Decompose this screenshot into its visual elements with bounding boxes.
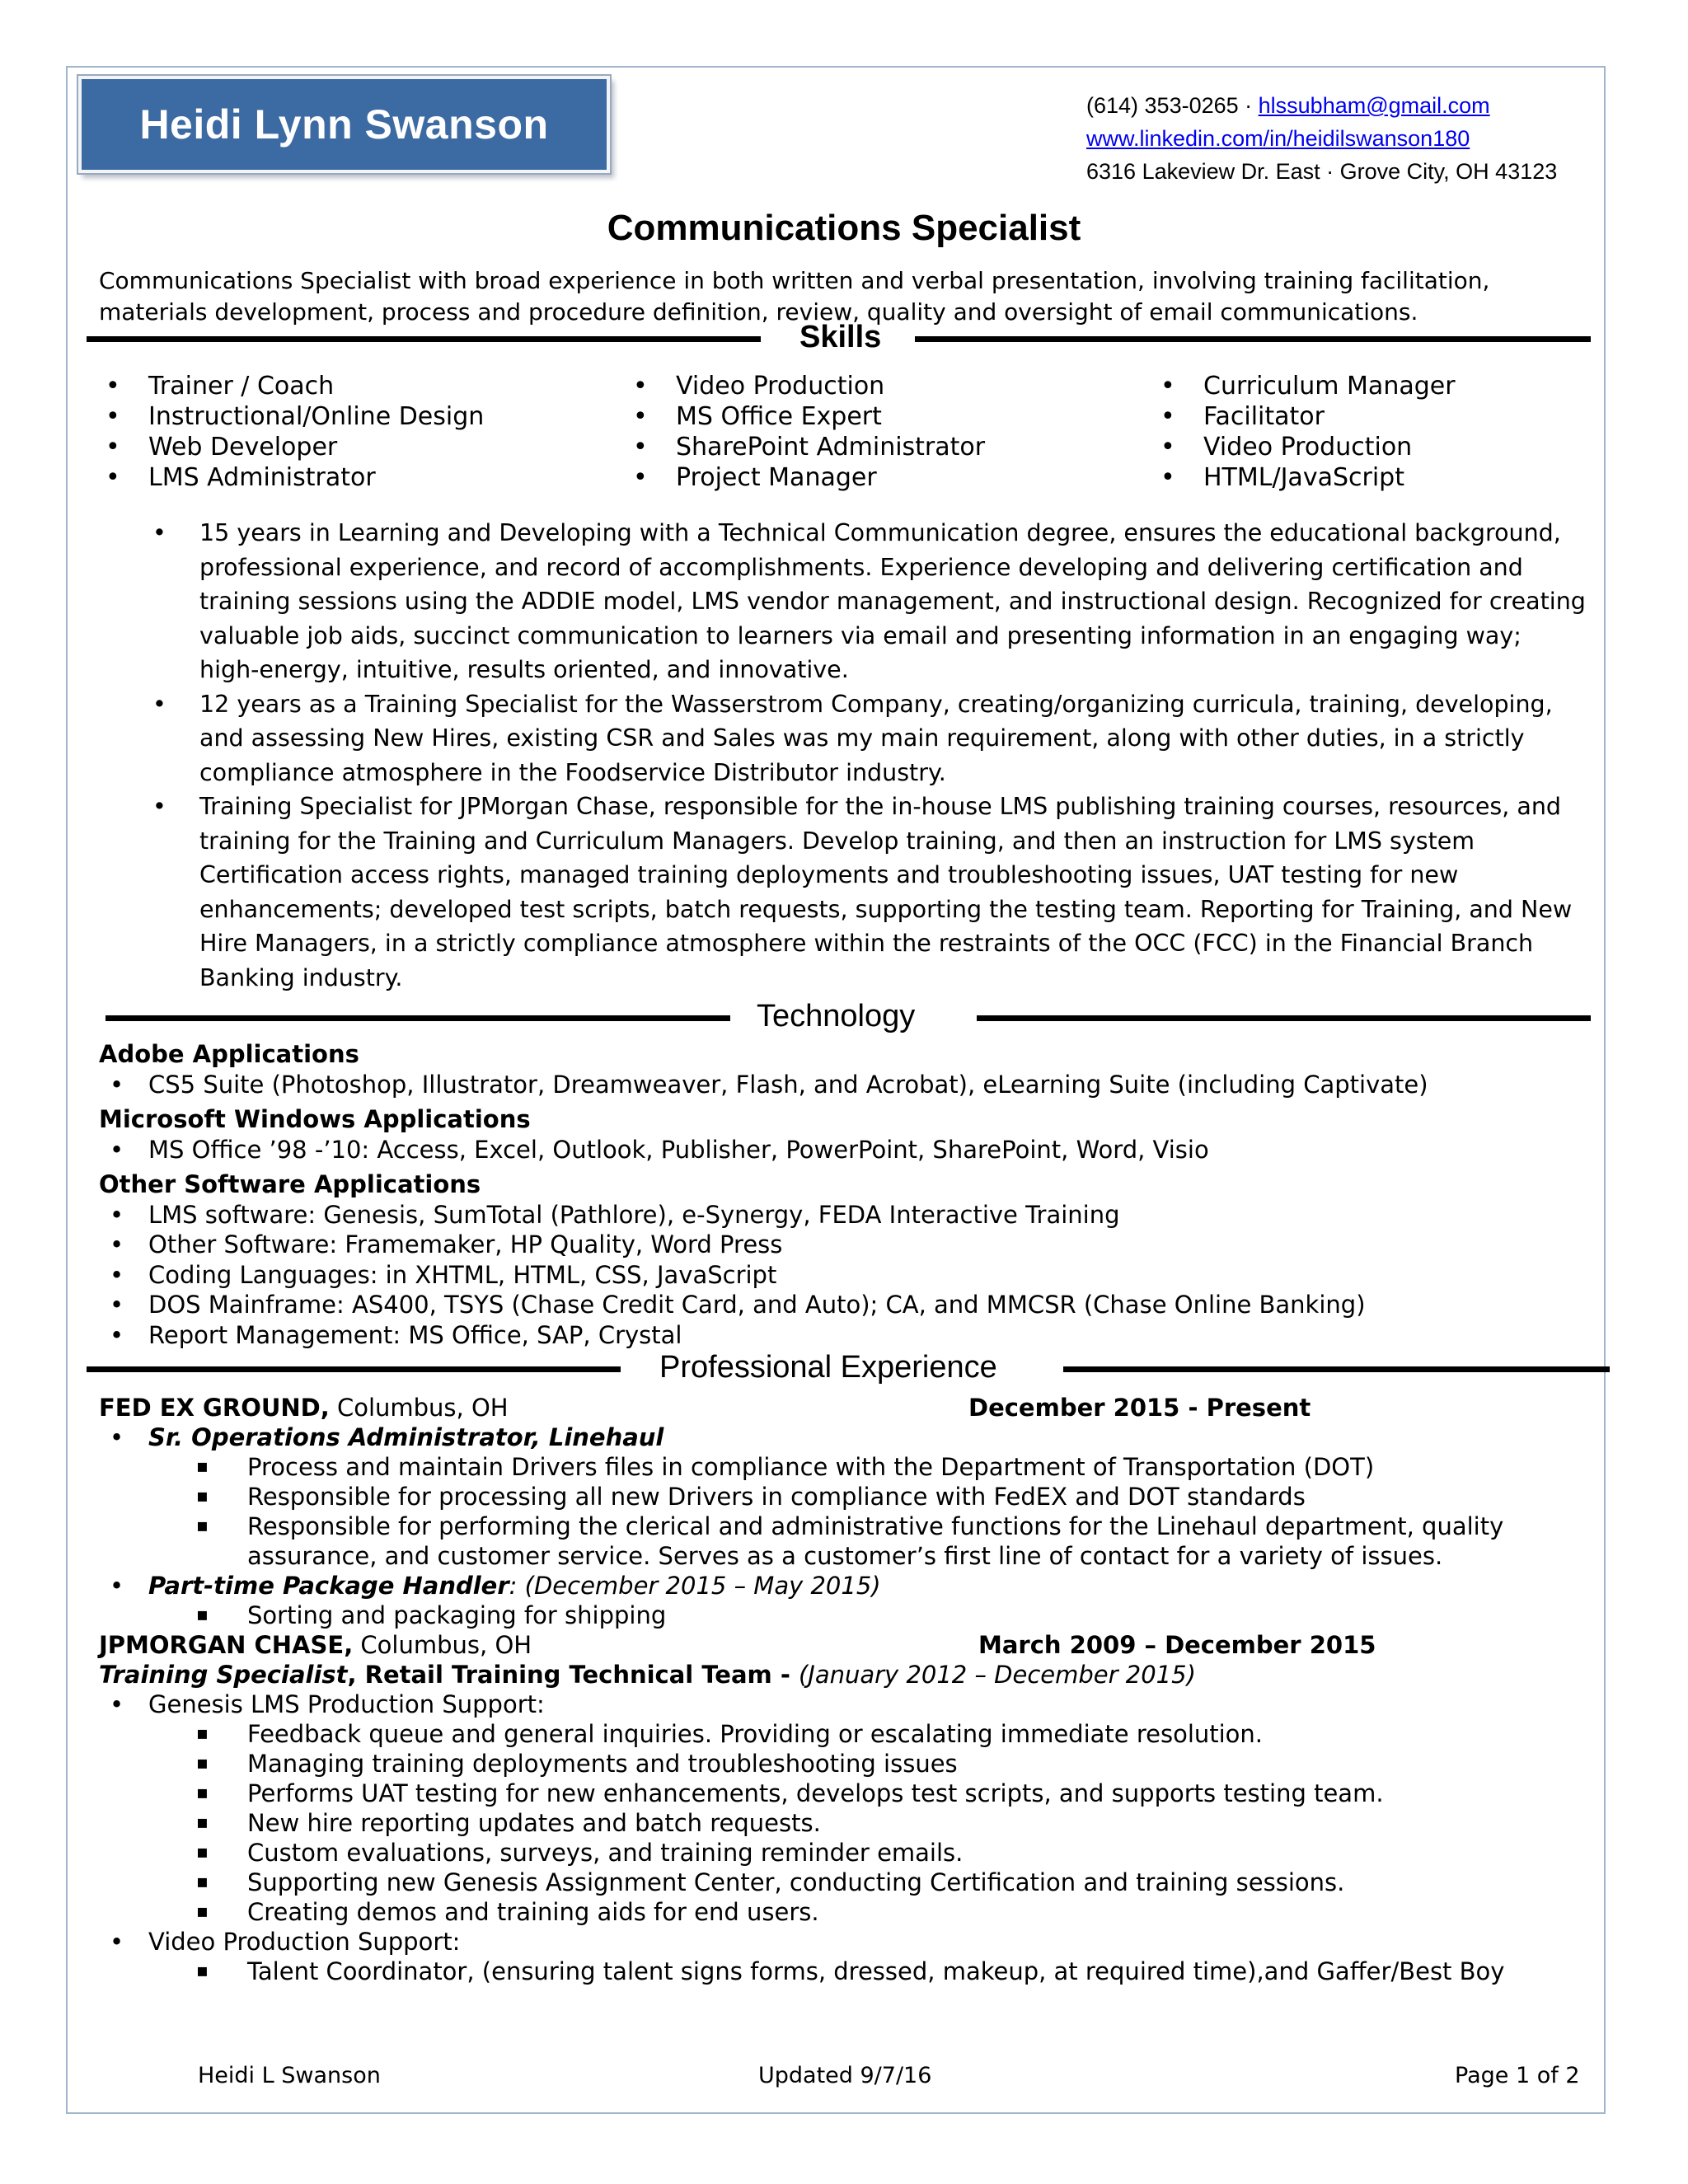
tech-item: • LMS software: Genesis, SumTotal (Pathlore), e-Synergy, FEDA Interactive Training (99, 1200, 1599, 1230)
divider-line (915, 336, 1591, 342)
contact-block (1086, 89, 1557, 188)
role-dates: (January 2012 – December 2015) (798, 1661, 1196, 1689)
tech-item: • Other Software: Framemaker, HP Quality, Word Press (99, 1230, 1599, 1260)
tech-item: • DOS Mainframe: AS400, TSYS (Chase Credit Card, and Auto); CA, and MMCSR (Chase Online Banking) (99, 1290, 1599, 1320)
support-heading: • Video Production Support: (99, 1927, 1599, 1957)
address: 6316 Lakeview Dr. East · Grove City, OH 43123 (1086, 159, 1558, 184)
company-location: Columbus, OH (353, 1631, 532, 1659)
role-title: Training Specialist (99, 1661, 348, 1689)
divider-line (87, 1366, 621, 1372)
summary: Communications Specialist with broad experience in both written and verbal presentation, involving training facilitation, materials development, process and procedure definition, review, quality and oversight of email communications. (99, 267, 1490, 326)
role-dates: : (December 2015 – May 2015) (509, 1572, 881, 1600)
duty-item: ▪ Supporting new Genesis Assignment Center, conducting Certification and training sessions. (99, 1868, 1599, 1897)
resume-title: Communications Specialist (607, 208, 1081, 248)
duty-item: ▪ Creating demos and training aids for end users. (99, 1897, 1599, 1927)
tech-item: • MS Office ’98 -’10: Access, Excel, Outlook, Publisher, PowerPoint, SharePoint, Word, Visio (99, 1135, 1599, 1165)
company-name: FED EX GROUND, (99, 1394, 330, 1422)
duty-item: ▪ New hire reporting updates and batch requests. (99, 1808, 1599, 1838)
divider-line (106, 1015, 730, 1021)
skill-item: • Instructional/Online Design (99, 401, 484, 432)
skill-item: • Curriculum Manager (1154, 371, 1456, 401)
skill-item: • Web Developer (99, 432, 484, 462)
highlight-item: • 15 years in Learning and Developing with a Technical Communication degree, ensures the educational background, professional experience, and record of accomplishments. Experience developing and delivering certification and training sessions using the ADDIE model, LMS vendor management, and instructional design. Recognized for creating valuable job aids, succinct communication to learners via email and presenting information in an engaging way; high-energy, intuitive, results oriented, and innovative. (152, 516, 1587, 687)
role-title: Part-time Package Handler (148, 1572, 509, 1600)
duty-item: ▪ Feedback queue and general inquiries. Providing or escalating immediate resolution. (99, 1719, 1599, 1749)
skills-column-3 (1154, 371, 1456, 493)
skills-column-1 (99, 371, 484, 493)
duty-item: ▪ Performs UAT testing for new enhancements, develops test scripts, and supports testing team. (99, 1779, 1599, 1808)
divider-line (1063, 1366, 1610, 1372)
tech-heading-microsoft: Microsoft Windows Applications (99, 1105, 531, 1133)
team-name: , Retail Training Technical Team - (347, 1661, 799, 1689)
skills-section-header (0, 320, 1688, 359)
job-header-fedex (99, 1393, 1599, 1422)
highlight-item: • 12 years as a Training Specialist for the Wasserstrom Company, creating/organizing curricula, training, developing, and assessing New Hires, existing CSR and Sales was my main requirement, along with other duties, in a strictly compliance atmosphere in the Foodservice Distributor industry. (152, 687, 1587, 790)
skill-item: • MS Office Expert (626, 401, 985, 432)
skill-item: • Video Production (1154, 432, 1456, 462)
tech-heading-adobe: Adobe Applications (99, 1040, 359, 1068)
footer-name: Heidi L Swanson (198, 2063, 381, 2088)
experience-section-header (0, 1350, 1688, 1390)
footer-page-number: Page 1 of 2 (1455, 2063, 1580, 2088)
duty-item: ▪ Talent Coordinator, (ensuring talent signs forms, dressed, makeup, at required time),and Gaffer/Best Boy (99, 1957, 1599, 1986)
career-highlights (152, 516, 1587, 995)
linkedin-link[interactable]: www.linkedin.com/in/heidilswanson180 (1086, 126, 1470, 151)
skill-item: • HTML/JavaScript (1154, 462, 1456, 493)
role-line (99, 1660, 1599, 1690)
technology-block (99, 1039, 1599, 1350)
skill-item: • LMS Administrator (99, 462, 484, 493)
role-item (99, 1571, 1599, 1601)
duty-item: ▪ Responsible for processing all new Drivers in compliance with FedEX and DOT standards (99, 1482, 1599, 1511)
divider-line (977, 1015, 1591, 1021)
tech-item: • Report Management: MS Office, SAP, Crystal (99, 1320, 1599, 1351)
section-title: Technology (757, 999, 916, 1033)
duty-item: ▪ Process and maintain Drivers files in compliance with the Department of Transportation (DOT) (99, 1452, 1599, 1482)
job-dates: March 2009 – December 2015 (978, 1631, 1376, 1659)
duty-item: ▪ Sorting and packaging for shipping (99, 1601, 1599, 1630)
skill-item: • SharePoint Administrator (626, 432, 985, 462)
skill-item: • Facilitator (1154, 401, 1456, 432)
company-name: JPMORGAN CHASE, (99, 1631, 354, 1659)
skill-item: • Project Manager (626, 462, 985, 493)
duty-item: ▪ Responsible for performing the clerical and administrative functions for the Linehaul department, quality assurance, and customer service. Serves as a customer’s first line of contact for a variety of issues. (99, 1511, 1599, 1571)
section-title: Skills (799, 320, 882, 354)
tech-item: • CS5 Suite (Photoshop, Illustrator, Dreamweaver, Flash, and Acrobat), eLearning Suite (including Captivate) (99, 1070, 1599, 1100)
skill-item: • Video Production (626, 371, 985, 401)
highlight-item: • Training Specialist for JPMorgan Chase, responsible for the in-house LMS publishing training courses, resources, and training for the Training and Curriculum Managers. Develop training, and then an instruction for LMS system Certification access rights, managed training deployments and troubleshooting issues, UAT testing for new enhancements; developed test scripts, batch requests, supporting the testing team. Reporting for Training, and New Hire Managers, in a strictly compliance atmosphere within the restraints of the OCC (FCC) in the Financial Branch Banking industry. (152, 790, 1587, 995)
skill-item: • Trainer / Coach (99, 371, 484, 401)
tech-item: • Coding Languages: in XHTML, HTML, CSS, JavaScript (99, 1260, 1599, 1291)
divider-line (87, 336, 761, 342)
name-banner (78, 76, 610, 173)
tech-heading-other: Other Software Applications (99, 1170, 481, 1198)
footer-updated: Updated 9/7/16 (758, 2063, 932, 2088)
duty-item: ▪ Managing training deployments and troubleshooting issues (99, 1749, 1599, 1779)
job-dates: December 2015 - Present (968, 1394, 1311, 1422)
technology-section-header (0, 999, 1688, 1038)
job-header-chase (99, 1630, 1599, 1660)
skills-column-2 (626, 371, 985, 493)
email-link[interactable]: hlssubham@gmail.com (1258, 93, 1490, 118)
company-location: Columbus, OH (329, 1394, 509, 1422)
support-heading: • Genesis LMS Production Support: (99, 1690, 1599, 1719)
section-title: Professional Experience (659, 1350, 997, 1385)
candidate-name: Heidi Lynn Swanson (139, 101, 549, 148)
role-item (99, 1422, 1599, 1452)
role-title: Sr. Operations Administrator, Linehaul (148, 1423, 664, 1451)
phone: (614) 353-0265 · (1086, 93, 1253, 118)
duty-item: ▪ Custom evaluations, surveys, and training reminder emails. (99, 1838, 1599, 1868)
experience-block (99, 1393, 1599, 1986)
